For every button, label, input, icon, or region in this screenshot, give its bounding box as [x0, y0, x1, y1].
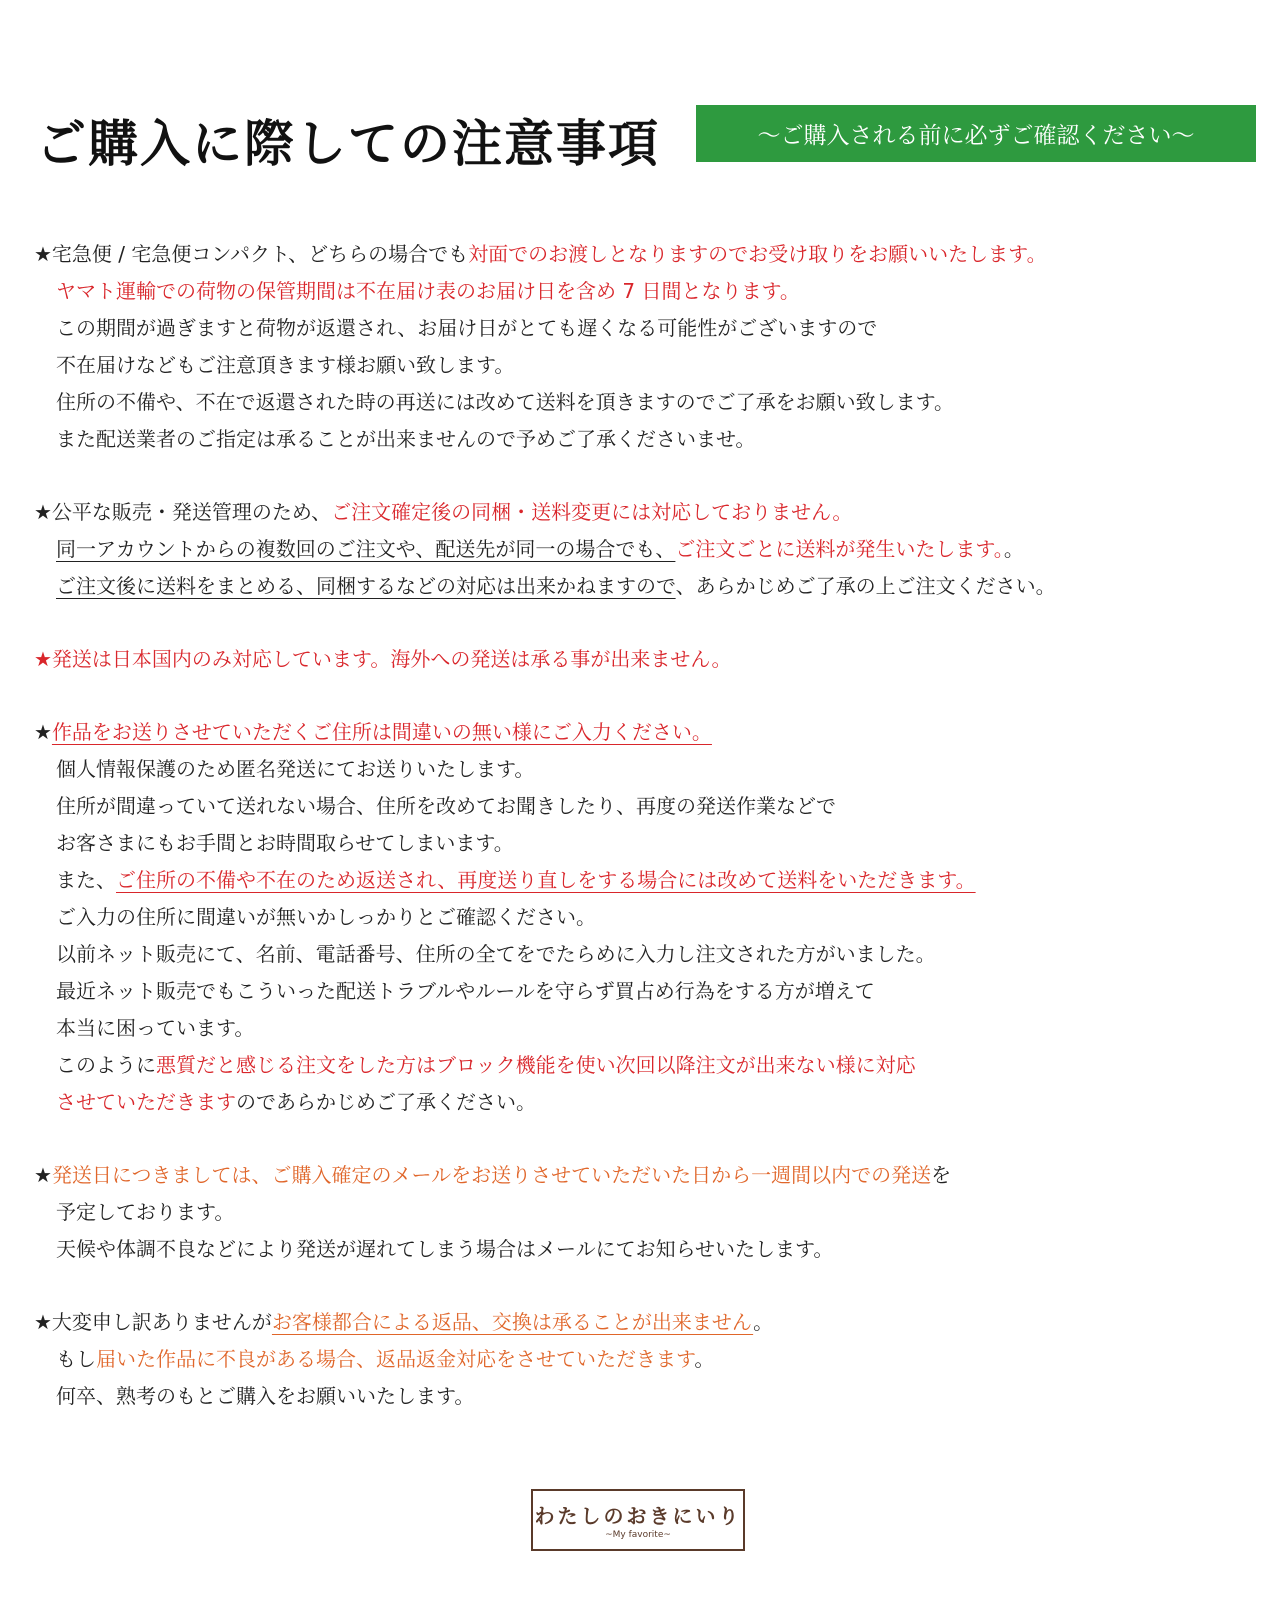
- note-line: 不在届けなどもご注意頂きます様お願い致します。: [56, 353, 515, 377]
- note-line: [34, 236, 1264, 273]
- section-delivery: [34, 236, 1264, 458]
- note-highlight: 悪質だと感じる注文をした方はブロック機能を使い次回以降注文が出来ない様に対応: [156, 1053, 916, 1077]
- note-highlight: 対面でのお渡しとなりますのでお受け取りをお願いいたします。: [468, 242, 1047, 266]
- note-text: ★: [34, 1163, 52, 1187]
- note-text: このように: [56, 1053, 156, 1077]
- section-domestic: [34, 641, 1264, 678]
- note-text: ★宅急便 / 宅急便コンパクト、どちらの場合でも: [34, 242, 469, 266]
- note-highlight: 届いた作品に不良がある場合、返品返金対応をさせていただきます: [96, 1347, 695, 1371]
- brand-logo: [531, 1489, 745, 1551]
- note-text: 。: [753, 1310, 774, 1334]
- note-line: [34, 1304, 1264, 1341]
- note-text: のであらかじめご了承ください。: [236, 1090, 536, 1114]
- note-underlined: 同一アカウントからの複数回のご注文や、配送先が同一の場合でも、: [56, 537, 676, 561]
- note-line: 本当に困っています。: [56, 1016, 255, 1040]
- note-text: また、: [56, 868, 116, 892]
- note-text: 、あらかじめご了承の上ご注文ください。: [675, 574, 1056, 598]
- note-line: ★発送は日本国内のみ対応しています。海外への発送は承る事が出来ません。: [34, 647, 732, 671]
- header: [36, 96, 1256, 176]
- note-line: ご入力の住所に間違いが無いかしっかりとご確認ください。: [56, 905, 596, 929]
- note-highlight: ご住所の不備や不在のため返送され、再度送り直しをする場合には改めて送料をいただきます。: [116, 868, 976, 892]
- note-text: ★: [34, 720, 52, 744]
- note-highlight: 発送日につきましては、ご購入確定のメールをお送りさせていただいた日から一週間以内での発送: [51, 1163, 932, 1187]
- logo-main-text: わたしのおきにいり: [534, 1504, 742, 1528]
- logo-sub-text: ~My favorite~: [605, 1530, 671, 1540]
- section-address: [34, 714, 1264, 1121]
- note-line: [34, 1047, 1264, 1084]
- note-highlight: させていただきます: [56, 1090, 236, 1114]
- note-text: を: [931, 1163, 952, 1187]
- page-title: ご購入に際しての注意事項: [36, 115, 660, 173]
- note-line: ヤマト運輸での荷物の保管期間は不在届け表のお届け日を含め 7 日間となります。: [56, 279, 800, 303]
- note-line: 最近ネット販売でもこういった配送トラブルやルールを守らず買占め行為をする方が増えて: [56, 979, 875, 1003]
- note-line: お客さまにもお手間とお時間取らせてしまいます。: [56, 831, 514, 855]
- section-bundling: [34, 494, 1264, 605]
- note-line: [34, 862, 1264, 899]
- note-highlight: ご注文確定後の同梱・送料変更には対応しておりません。: [331, 500, 853, 524]
- note-highlight: 作品をお送りさせていただくご住所は間違いの無い様にご入力ください。: [51, 720, 712, 744]
- note-text: ★公平な販売・発送管理のため、: [34, 500, 332, 524]
- note-line: 住所の不備や、不在で返還された時の再送には改めて送料を頂きますのでご了承をお願い致します。: [56, 390, 954, 414]
- note-highlight: ご注文ごとに送料が発生いたします。: [675, 537, 1004, 561]
- note-line: 何卒、熟考のもとご購入をお願いいたします。: [56, 1384, 475, 1408]
- note-line: 以前ネット販売にて、名前、電話番号、住所の全てをでたらめに入力し注文された方がいました。: [56, 942, 936, 966]
- section-shipping-date: [34, 1157, 1264, 1268]
- note-line: 天候や体調不良などにより発送が遅れてしまう場合はメールにてお知らせいたします。: [56, 1237, 834, 1261]
- notice-badge: ～ご購入される前に必ずご確認ください～: [696, 105, 1256, 162]
- notes: [34, 236, 1264, 1451]
- note-text: 。: [1003, 537, 1024, 561]
- note-line: [34, 1084, 1264, 1121]
- note-line: [34, 494, 1264, 531]
- note-line: [34, 714, 1264, 751]
- note-underlined: ご注文後に送料をまとめる、同梱するなどの対応は出来かねますので: [56, 574, 676, 598]
- note-line: この期間が過ぎますと荷物が返還され、お届け日がとても遅くなる可能性がございますので: [56, 316, 878, 340]
- note-line: [34, 568, 1264, 605]
- note-line: [34, 1341, 1264, 1378]
- note-line: 個人情報保護のため匿名発送にてお送りいたします。: [56, 757, 535, 781]
- note-line: また配送業者のご指定は承ることが出来ませんので予めご了承くださいませ。: [56, 427, 756, 451]
- note-text: 。: [694, 1347, 715, 1371]
- note-text: もし: [56, 1347, 96, 1371]
- note-highlight: お客様都合による返品、交換は承ることが出来ません: [271, 1310, 754, 1334]
- note-line: [34, 1157, 1264, 1194]
- note-line: [34, 531, 1264, 568]
- note-text: ★大変申し訳ありませんが: [34, 1310, 272, 1334]
- note-line: 予定しております。: [56, 1200, 235, 1224]
- section-returns: [34, 1304, 1264, 1415]
- note-line: 住所が間違っていて送れない場合、住所を改めてお聞きしたり、再度の発送作業などで: [56, 794, 836, 818]
